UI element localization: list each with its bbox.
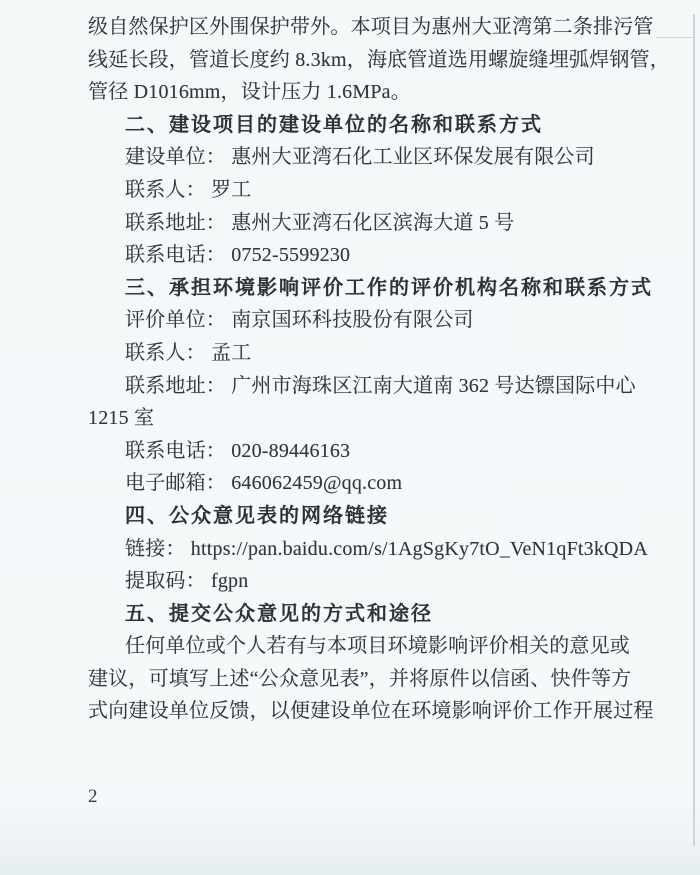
assessor-address-line: 联系地址： 广州市海珠区江南大道南 362 号达镖国际中心: [125, 374, 636, 397]
scan-tick-artifact: [656, 37, 694, 38]
intro-paragraph-line: 管径 D1016mm，设计压力 1.6MPa。: [88, 81, 411, 104]
feedback-paragraph-line: 建议，可填写上述“公众意见表”，并将原件以信函、快件等方: [88, 667, 632, 690]
scan-edge-artifact: [693, 14, 695, 846]
extraction-code-line: 提取码： fgpn: [125, 570, 249, 593]
assessor-contact-person-line: 联系人： 孟工: [125, 341, 252, 364]
section-3-heading: 三、承担环境影响评价工作的评价机构名称和联系方式: [125, 276, 653, 299]
intro-paragraph-line: 级自然保护区外围保护带外。本项目为惠州大亚湾第二条排污管: [88, 16, 654, 38]
section-5-heading: 五、提交公众意见的方式和途径: [125, 602, 433, 625]
assessor-address-continuation-line: 1215 室: [88, 407, 155, 430]
section-4-heading: 四、公众意见表的网络链接: [125, 504, 389, 527]
builder-phone-line: 联系电话： 0752-5599230: [125, 244, 351, 267]
section-2-heading: 二、建设项目的建设单位的名称和联系方式: [125, 113, 543, 136]
link-url-line: 链接： https://pan.baidu.com/s/1AgSgKy7tO_VeN1qFt3kQDA: [125, 537, 648, 560]
page-number: 2: [88, 786, 98, 807]
intro-paragraph-line: 线延长段，管道长度约 8.3km，海底管道选用螺旋缝埋弧焊钢管，: [88, 48, 670, 71]
assessor-phone-line: 联系电话： 020-89446163: [125, 439, 351, 462]
feedback-paragraph-line: 式向建设单位反馈，以便建设单位在环境影响评价工作开展过程: [88, 700, 654, 723]
assessor-unit-line: 评价单位： 南京国环科技股份有限公司: [125, 309, 474, 332]
builder-unit-line: 建设单位： 惠州大亚湾石化工业区环保发展有限公司: [125, 146, 595, 169]
feedback-paragraph-line: 任何单位或个人若有与本项目环境影响评价相关的意见或: [125, 635, 630, 658]
builder-contact-person-line: 联系人： 罗工: [125, 178, 252, 201]
document-body: [88, 11, 670, 728]
builder-address-line: 联系地址： 惠州大亚湾石化区滨海大道 5 号: [125, 211, 515, 234]
assessor-email-line: 电子邮箱： 646062459@qq.com: [125, 472, 403, 495]
